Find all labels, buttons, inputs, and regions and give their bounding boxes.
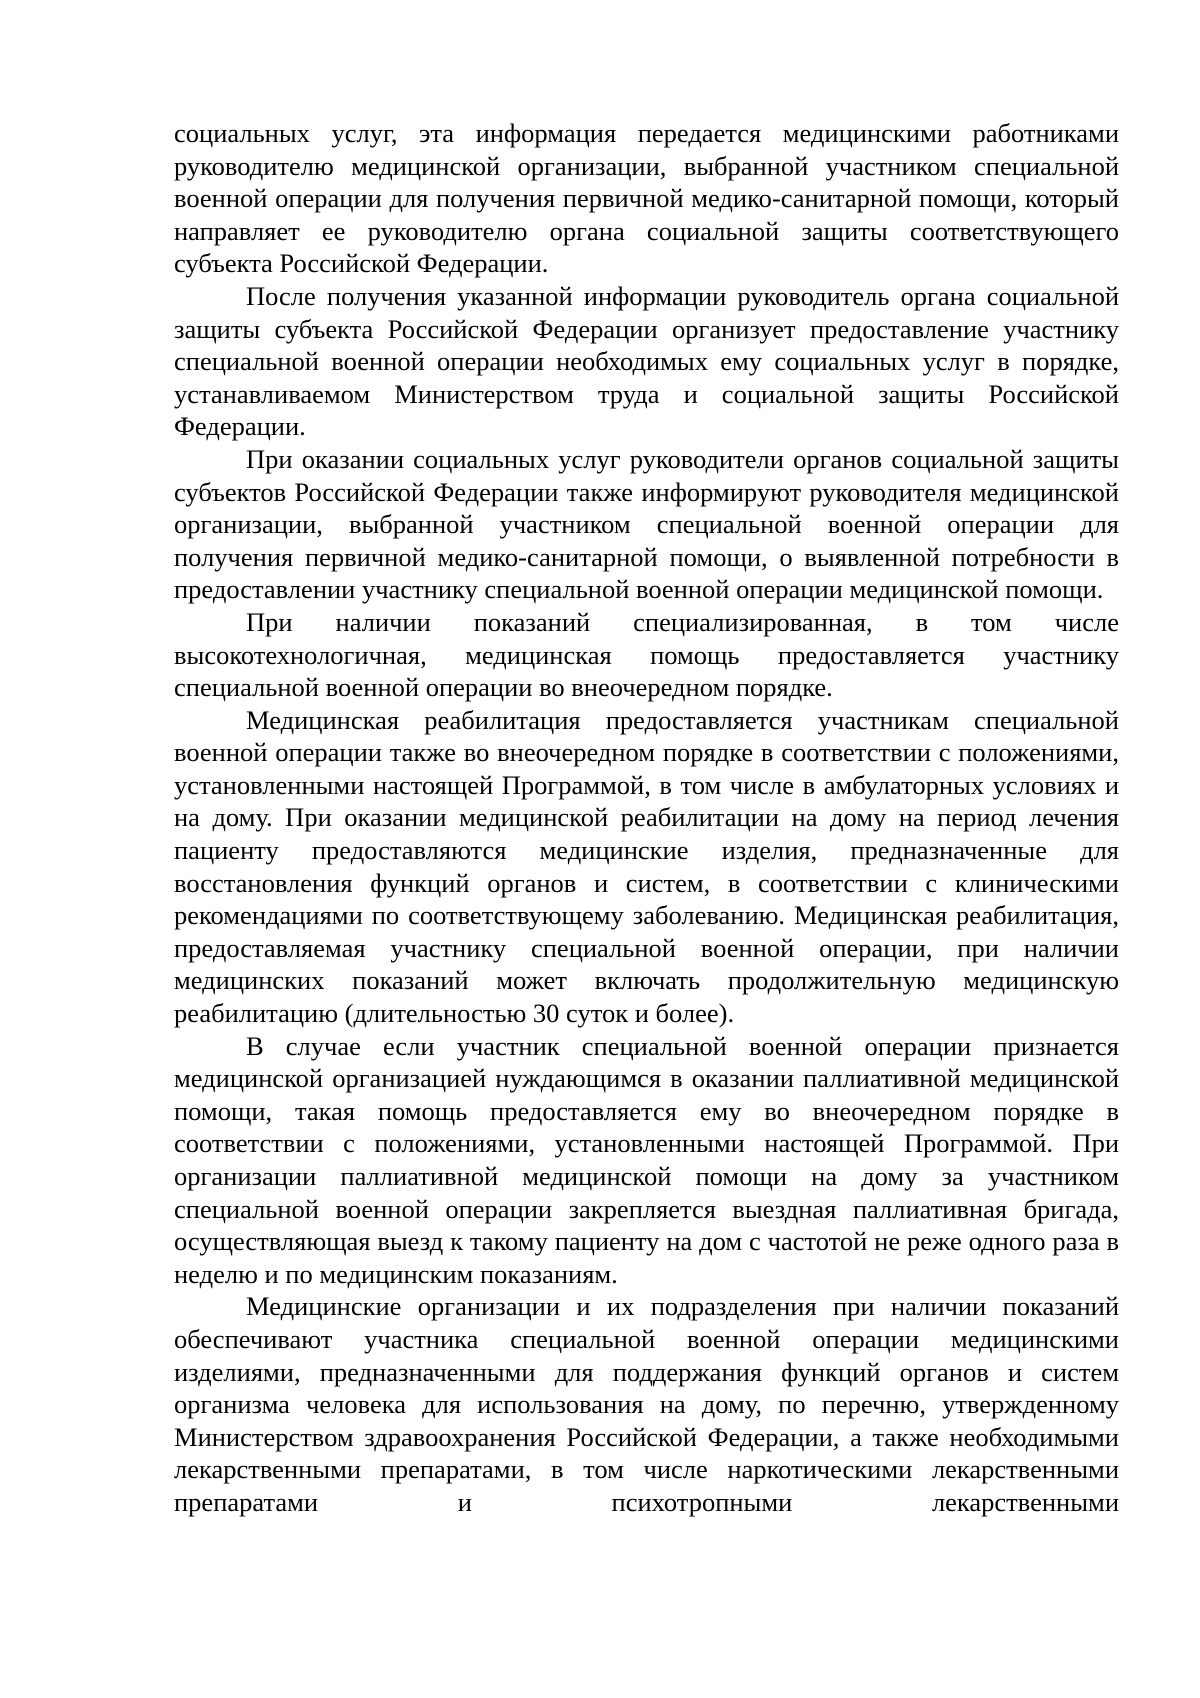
paragraph-specialized-care: При наличии показаний специализированная, в том числе высокотехнологичная, медицинская помощь предоставляется участнику специальной военной операции во внеочередном порядке.	[174, 606, 1119, 703]
document-body	[174, 117, 1119, 1519]
paragraph-continuation: социальных услуг, эта информация передается медицинскими работниками руководителю медицинской организации, выбранной участником специальной военной операции для получения первичной медико-санитарной помощи, который направляет ее руководителю органа социальной защиты соответствующего субъекта Российской Федерации.	[174, 118, 1119, 279]
paragraph-palliative-care: В случае если участник специальной военной операции признается медицинской организацией нуждающимся в оказании паллиативной медицинской помощи, такая помощь предоставляется ему во внеочередном порядке в соответствии с положениями, установленными настоящей Программой. При организации паллиативной медицинской помощи на дому за участником специальной военной операции закрепляется выездная паллиативная бригада, осуществляющая выезд к такому пациенту на дом с частотой не реже одного раза в неделю и по медицинским показаниям.	[174, 1030, 1119, 1289]
paragraph-social-services: После получения указанной информации руководитель органа социальной защиты субъекта Российской Федерации организует предоставление участнику специальной военной операции необходимых ему социальных услуг в порядке, устанавливаемом Министерством труда и социальной защиты Российской Федерации.	[174, 280, 1119, 442]
paragraph-medical-devices: Медицинские организации и их подразделения при наличии показаний обеспечивают участника специальной военной операции медицинскими изделиями, предназначенными для поддержания функций органов и систем организма человека для использования на дому, по перечню, утвержденному Министерством здравоохранения Российской Федерации, а также необходимыми лекарственными препаратами, в том числе наркотическими лекарственными препаратами и психотропными лекарственными	[174, 1291, 1119, 1517]
paragraph-informing: При оказании социальных услуг руководители органов социальной защиты субъектов Российской Федерации также информируют руководителя медицинской организации, выбранной участником специальной военной операции для получения первичной медико-санитарной помощи, о выявленной потребности в предоставлении участнику специальной военной операции медицинской помощи.	[174, 443, 1119, 605]
paragraph-rehabilitation: Медицинская реабилитация предоставляется участникам специальной военной операции также во внеочередном порядке в соответствии с положениями, установленными настоящей Программой, в том числе в амбулаторных условиях и на дому. При оказании медицинской реабилитации на дому на период лечения пациенту предоставляются медицинские изделия, предназначенные для восстановления функций органов и систем, в соответствии с клиническими рекомендациями по соответствующему заболеванию. Медицинская реабилитация, предоставляемая участнику специальной военной операции, при наличии медицинских показаний может включать продолжительную медицинскую реабилитацию (длительностью 30 суток и более).	[174, 704, 1119, 1029]
